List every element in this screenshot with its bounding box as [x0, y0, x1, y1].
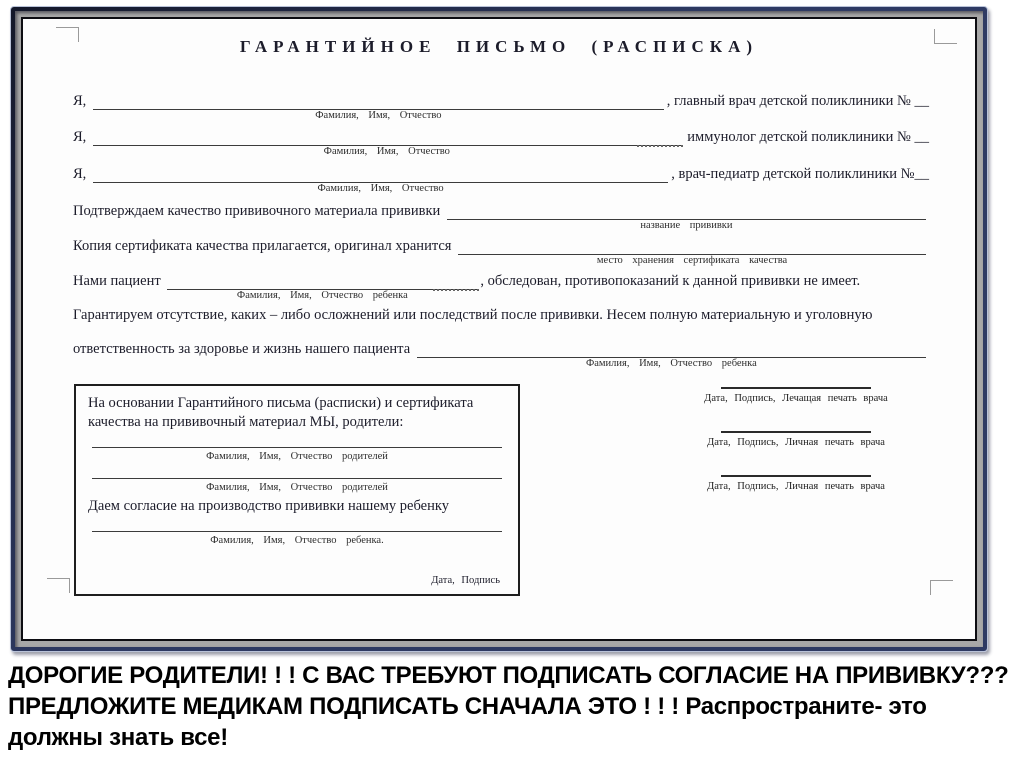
blank-caption: Фамилия, Имя, Отчество [315, 110, 442, 121]
row-label: ответственность за здоровье и жизнь нашего пациента [73, 341, 414, 357]
blank-caption: Фамилия, Имя, Отчество ребенка [585, 358, 757, 369]
blank-caption: Фамилия, Имя, Отчество ребенка. [210, 535, 384, 546]
document-page [23, 19, 975, 639]
signature-block [671, 475, 921, 493]
form-row-guarantee [73, 341, 929, 369]
signature-block [671, 431, 921, 449]
date-signature-label: Дата, Подпись [431, 575, 500, 586]
fill-in-blank-name[interactable] [93, 94, 664, 121]
consent-text: Даем согласие на производство прививки нашему ребенку [88, 498, 449, 514]
signature-line[interactable] [721, 475, 871, 477]
row-label: Нами пациент [73, 273, 165, 289]
consent-box [74, 384, 520, 596]
form-content [23, 19, 975, 639]
fill-in-blank-parent2[interactable] [92, 478, 502, 479]
signature-caption: Дата, Подпись, Личная печать врача [707, 437, 885, 448]
form-row-certificate [73, 238, 929, 266]
row-label: Я, [73, 93, 90, 109]
frame-inner-border [21, 17, 977, 641]
document-title: ГАРАНТИЙНОЕ ПИСЬМО (РАСПИСКА) [239, 37, 759, 56]
fill-in-blank-patient[interactable] [167, 274, 477, 301]
fill-in-blank-child-name[interactable] [92, 531, 502, 532]
row-label: Подтверждаем качество прививочного материала прививки [73, 203, 444, 219]
consent-intro: На основании Гарантийного письма (расписки) и сертификата качества на прививочный материал МЫ, родители: [88, 395, 474, 430]
signature-block [671, 387, 921, 405]
fill-in-blank-parent1[interactable] [92, 447, 502, 448]
doctor-signature-column [671, 387, 921, 519]
fill-in-blank-name[interactable] [93, 130, 681, 157]
row-label: Я, [73, 166, 90, 182]
fill-in-blank-name[interactable] [93, 167, 668, 194]
guarantee-paragraph-line1: Гарантируем отсутствие, каких – либо осложнений или последствий после прививки. Несем полную материальную и уголовную [73, 307, 873, 323]
blank-caption: Фамилия, Имя, Отчество [317, 183, 444, 194]
blank-caption: место хранения сертификата качества [596, 255, 788, 266]
signature-line[interactable] [721, 387, 871, 389]
form-row-chief-doctor [73, 93, 929, 121]
row-right-text: иммунолог детской поликлиники № __ [683, 129, 929, 145]
blank-caption: Фамилия, Имя, Отчество ребенка [236, 290, 408, 301]
appeal-line-1: ДОРОГИЕ РОДИТЕЛИ! ! ! С ВАС ТРЕБУЮТ ПОДПИСАТЬ СОГЛАСИЕ НА ПРИВИВКУ??? [8, 662, 1009, 689]
frame-bevel [15, 11, 983, 647]
blank-caption: название прививки [640, 220, 733, 231]
blank-caption: Фамилия, Имя, Отчество родителей [206, 451, 388, 462]
signature-caption: Дата, Подпись, Личная печать врача [707, 481, 885, 492]
fill-in-blank-location[interactable] [458, 239, 926, 266]
form-row-immunologist [73, 129, 929, 157]
form-row-vaccine-quality [73, 203, 929, 231]
row-right-text: , главный врач детской поликлиники № __ [666, 93, 929, 109]
form-row-pediatrician [73, 166, 929, 194]
fill-in-blank-vaccine[interactable] [447, 204, 926, 231]
document-frame [10, 6, 988, 652]
blank-caption: Фамилия, Имя, Отчество [323, 146, 450, 157]
row-right-text: , обследован, противопоказаний к данной прививки не имеет. [480, 273, 861, 289]
appeal-line-3: должны знать все! [8, 724, 228, 751]
appeal-line-2: ПРЕДЛОЖИТЕ МЕДИКАМ ПОДПИСАТЬ СНАЧАЛА ЭТО ! ! ! Распространите- это [8, 693, 927, 720]
row-right-text: , врач-педиатр детской поликлиники №__ [671, 166, 929, 182]
signature-line[interactable] [721, 431, 871, 433]
row-label: Копия сертификата качества прилагается, оригинал хранится [73, 238, 456, 254]
signature-caption: Дата, Подпись, Лечащая печать врача [704, 393, 888, 404]
form-row-patient [73, 273, 929, 301]
blank-caption: Фамилия, Имя, Отчество родителей [206, 482, 388, 493]
row-label: Я, [73, 129, 90, 145]
appeal-text [8, 660, 1022, 753]
fill-in-blank-child[interactable] [417, 342, 926, 369]
